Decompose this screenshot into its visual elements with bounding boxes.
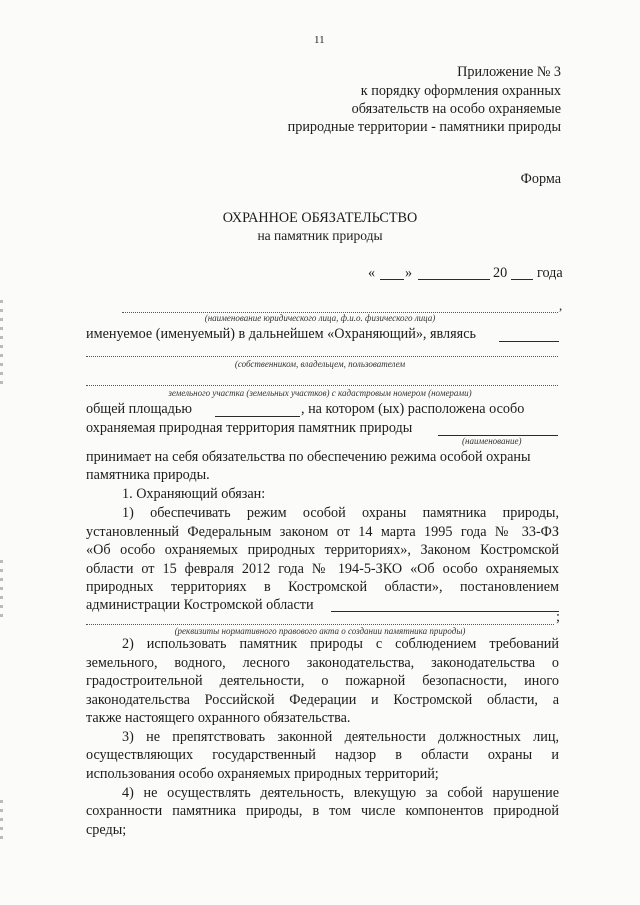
obligation-1-line: 1) обеспечивать режим особой охраны памятника природы, — [122, 505, 559, 521]
comma: , — [559, 298, 563, 313]
obligation-heading: 1. Охраняющий обязан: — [122, 486, 266, 502]
form-label: Форма — [520, 171, 561, 187]
obligation-1-line: области от 15 февраля 2012 года № 194-5-ЗКО «Об особо охраняемых — [86, 561, 559, 577]
obligation-2-line: градостроительной деятельности, о пожарной безопасности, иного — [86, 673, 559, 689]
obligation-1-line: природных территориях в Костромской области», постановлением — [86, 579, 559, 595]
obligation-3-line: осуществляющих государственный надзор в области охраны и — [86, 747, 559, 763]
appendix-title: Приложение № 3 — [457, 64, 561, 80]
date-year-field[interactable] — [511, 279, 533, 280]
land-field[interactable] — [86, 385, 558, 386]
obligation-2-line: земельного, водного, лесного законодательства, законодательства о — [86, 655, 559, 671]
obligation-3-line: 3) не препятствовать законной деятельности должностных лиц, — [122, 729, 559, 745]
area-text: общей площадью — [86, 401, 192, 417]
caption-entity: (наименование юридического лица, ф.и.о. физического лица) — [204, 313, 436, 323]
accepts-text: принимает на себя обязательства по обеспечению режима особой охраны — [86, 449, 531, 465]
obligation-1-line: «Об особо охраняемых природных территориях», Законом Костромской — [86, 542, 559, 558]
date-quote-close: » — [405, 265, 413, 281]
accepts-text-line2: памятника природы. — [86, 467, 210, 483]
obligation-4-line: среды; — [86, 822, 127, 838]
named-text: именуемое (именуемый) в дальнейшем «Охраняющий», являясь — [86, 326, 476, 342]
appendix-line: природные территории - памятники природы — [287, 119, 561, 135]
caption-role: (собственником, владельцем, пользователем — [234, 359, 406, 369]
appendix-line: к порядку оформления охранных — [360, 83, 561, 99]
obligation-3-line: использования особо охраняемых природных территорий; — [86, 766, 439, 782]
obligation-1-line: администрации Костромской области — [86, 597, 314, 613]
page-number: 11 — [314, 34, 325, 46]
appendix-line: обязательств на особо охраняемые — [351, 101, 561, 117]
date-quote-open: « — [368, 265, 376, 281]
date-day-field[interactable] — [380, 279, 404, 280]
obligation-1-line: установленный Федеральным законом от 14 марта 1995 года № 33-ФЗ — [86, 524, 559, 540]
caption-requisites: (реквизиты нормативного правового акта о создании памятника природы) — [174, 626, 466, 636]
document-subtitle: на памятник природы — [257, 228, 383, 243]
caption-name: (наименование) — [462, 436, 522, 446]
semicolon: ; — [556, 609, 560, 625]
area-text-continued: , на котором (ых) расположена особо — [301, 401, 525, 417]
role-field-continuation[interactable] — [86, 356, 558, 357]
caption-land: земельного участка (земельных участков) с кадастровым номером (номерами) — [168, 388, 472, 398]
date-year-prefix: 20 — [493, 265, 508, 281]
obligation-2-line: также настоящего охранного обязательства. — [86, 710, 351, 726]
obligation-2-line: 2) использовать памятник природы с соблюдением требований — [122, 636, 559, 652]
obligation-4-line: 4) не осуществлять деятельность, влекущую за собой нарушение — [122, 785, 559, 801]
area-text-line2: охраняемая природная территория памятник природы — [86, 420, 413, 436]
scan-edge-mark — [0, 560, 3, 620]
role-field[interactable] — [499, 341, 559, 342]
scan-edge-mark — [0, 800, 3, 840]
obligation-2-line: законодательства Российской Федерации и Костромской области, а — [86, 692, 559, 708]
date-year-suffix: года — [537, 265, 563, 281]
requisites-field-continuation[interactable] — [86, 624, 554, 625]
date-month-field[interactable] — [418, 279, 490, 280]
area-field[interactable] — [215, 416, 300, 417]
document-title: ОХРАННОЕ ОБЯЗАТЕЛЬСТВО — [222, 210, 418, 226]
requisites-field[interactable] — [331, 611, 559, 612]
obligation-4-line: сохранности памятника природы, в том числе компонентов природной — [86, 803, 559, 819]
